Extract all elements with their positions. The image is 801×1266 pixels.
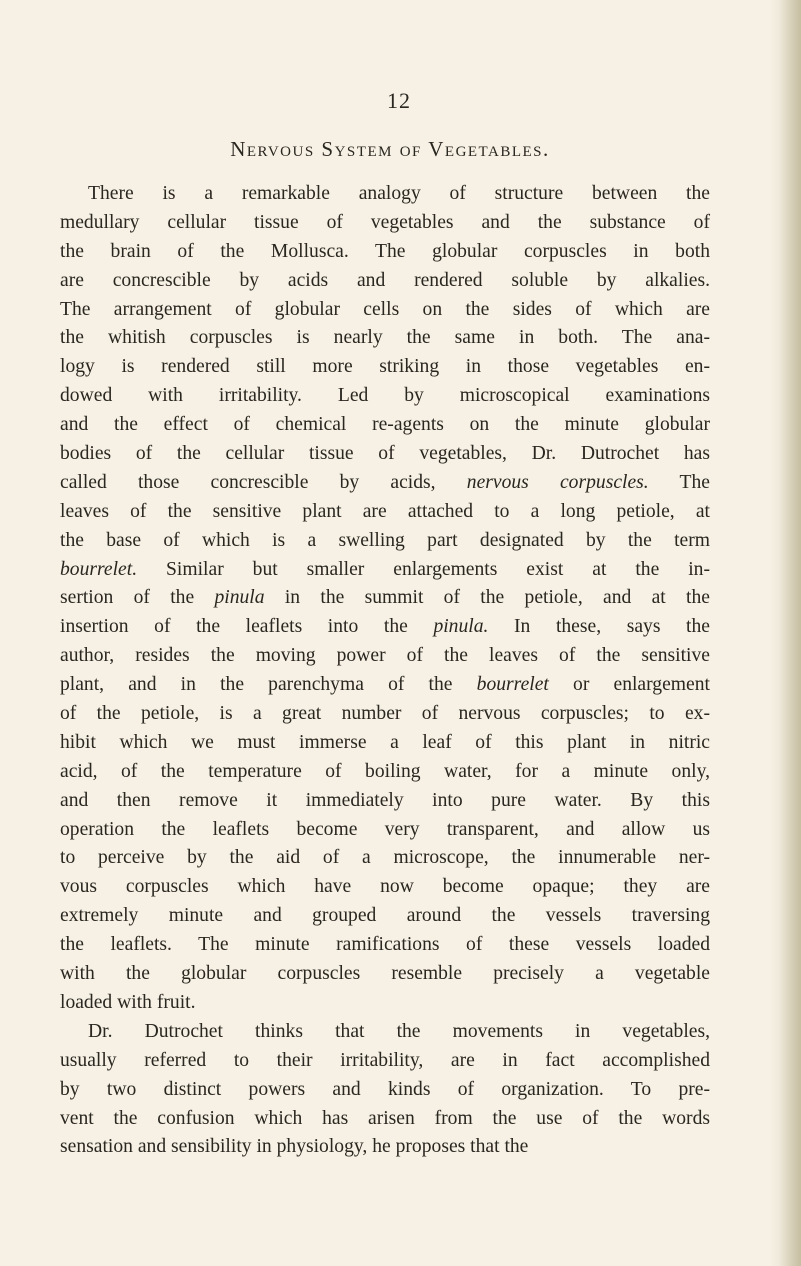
text-segment: with the globular corpuscles resemble precisely a vegetable: [60, 963, 710, 985]
text-segment: usually referred to their irritability, are in fact accomplished: [60, 1049, 710, 1071]
text-segment: vous corpuscles which have now become opaque; they are: [60, 876, 710, 898]
text-line: [60, 556, 710, 585]
text-segment: Similar but smaller enlargements exist at the in-: [137, 558, 710, 580]
text-segment: the brain of the Mollusca. The globular corpuscles in both: [60, 240, 710, 262]
text-line: [60, 671, 710, 700]
text-segment: loaded with fruit.: [60, 991, 196, 1013]
text-line: [60, 498, 710, 527]
text-line: [60, 989, 710, 1018]
text-segment: The arrangement of globular cells on the sides of which are: [60, 298, 710, 320]
text-segment: extremely minute and grouped around the vessels traversing: [60, 905, 710, 927]
body-text: [60, 180, 710, 1162]
text-line: [60, 1076, 710, 1105]
paragraph: [60, 1018, 710, 1162]
text-line: [60, 758, 710, 787]
text-segment: medullary cellular tissue of vegetables and the substance of: [60, 211, 710, 233]
text-segment: of the petiole, is a great number of nervous corpuscles; to ex-: [60, 703, 710, 725]
text-segment: author, resides the moving power of the leaves of the sensitive: [60, 645, 710, 667]
text-segment: In these, says the: [488, 616, 710, 638]
italic-term: pinula.: [433, 616, 489, 638]
text-line: [60, 1133, 710, 1162]
text-line: [60, 873, 710, 902]
text-line: [60, 902, 710, 931]
text-line: [60, 700, 710, 729]
italic-term: bourrelet.: [60, 558, 138, 580]
text-line: [60, 180, 710, 209]
text-segment: the base of which is a swelling part designated by the term: [60, 529, 710, 551]
text-segment: or enlargement: [548, 674, 710, 696]
text-segment: insertion of the leaflets into the: [60, 616, 434, 638]
text-segment: plant, and in the parenchyma of the: [60, 674, 477, 696]
paragraph: [60, 180, 710, 1018]
text-line: [60, 469, 710, 498]
italic-term: bourrelet: [476, 674, 549, 696]
text-segment: the whitish corpuscles is nearly the same in both. The ana-: [60, 327, 710, 349]
text-line: [60, 1105, 710, 1134]
text-line: [60, 931, 710, 960]
text-segment: in the summit of the petiole, and at the: [264, 587, 710, 609]
text-line: [60, 844, 710, 873]
section-heading: Nervous System of Vegetables.: [230, 137, 550, 161]
text-line: [60, 324, 710, 353]
text-segment: hibit which we must immerse a leaf of this plant in nitric: [60, 731, 710, 753]
text-segment: bodies of the cellular tissue of vegetables, Dr. Dutrochet has: [60, 443, 710, 465]
text-line: [60, 816, 710, 845]
italic-term: nervous corpuscles.: [466, 471, 649, 493]
page-number: 12: [387, 88, 411, 113]
text-segment: sensation and sensibility in physiology, he proposes that the: [60, 1136, 529, 1158]
text-line: [60, 613, 710, 642]
text-line: [60, 296, 710, 325]
text-segment: logy is rendered still more striking in those vegetables en-: [60, 356, 710, 378]
text-segment: and then remove it immediately into pure water. By this: [60, 789, 710, 811]
text-line: [60, 440, 710, 469]
text-line: [60, 1047, 710, 1076]
text-line: [60, 729, 710, 758]
text-line: [60, 584, 710, 613]
text-line: [60, 411, 710, 440]
text-line: [60, 1018, 710, 1047]
text-segment: leaves of the sensitive plant are attached to a long petiole, at: [60, 500, 710, 522]
italic-term: pinula: [214, 587, 265, 609]
text-line: [60, 238, 710, 267]
text-segment: called those concrescible by acids,: [60, 471, 467, 493]
text-segment: vent the confusion which has arisen from the use of the words: [60, 1107, 710, 1129]
text-line: [60, 787, 710, 816]
text-line: [60, 527, 710, 556]
text-segment: sertion of the: [60, 587, 215, 609]
text-segment: to perceive by the aid of a microscope, the innumerable ner-: [60, 847, 710, 869]
text-line: [60, 267, 710, 296]
text-segment: are concrescible by acids and rendered soluble by alkalies.: [60, 269, 710, 291]
page-edge-shadow: [779, 0, 801, 1266]
text-segment: acid, of the temperature of boiling water, for a minute only,: [60, 760, 710, 782]
text-segment: the leaflets. The minute ramifications of these vessels loaded: [60, 934, 710, 956]
text-line: [60, 960, 710, 989]
text-segment: by two distinct powers and kinds of organization. To pre-: [60, 1078, 710, 1100]
text-segment: dowed with irritability. Led by microscopical examinations: [60, 385, 710, 407]
text-line: [60, 353, 710, 382]
text-segment: Dr. Dutrochet thinks that the movements in vegetables,: [88, 1020, 710, 1042]
text-segment: and the effect of chemical re-agents on the minute globular: [60, 414, 710, 436]
text-line: [60, 209, 710, 238]
text-segment: operation the leaflets become very transparent, and allow us: [60, 818, 710, 840]
text-line: [60, 382, 710, 411]
text-segment: There is a remarkable analogy of structure between the: [88, 183, 710, 204]
text-line: [60, 642, 710, 671]
text-segment: The: [648, 471, 711, 493]
